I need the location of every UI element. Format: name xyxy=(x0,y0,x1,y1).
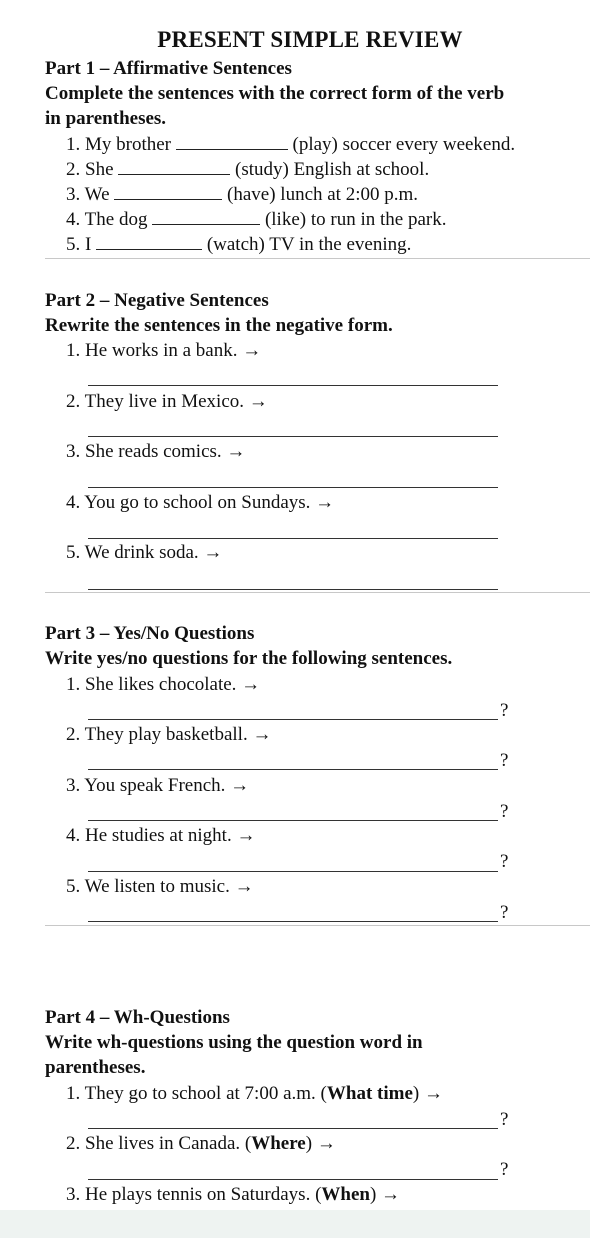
part2-item-5: 5. We drink soda. → xyxy=(66,542,223,563)
page-title: PRESENT SIMPLE REVIEW xyxy=(157,27,463,52)
part2-item-4: 4. You go to school on Sundays. → xyxy=(66,492,335,513)
answer-line-5[interactable] xyxy=(88,589,498,590)
answer-blank-2[interactable] xyxy=(118,158,230,175)
question-mark: ? xyxy=(500,700,509,721)
answer-line-1[interactable] xyxy=(88,719,498,720)
part1-item-3: 3. We (have) lunch at 2:00 p.m. xyxy=(66,184,419,205)
answer-blank-3[interactable] xyxy=(114,183,222,200)
answer-line-4[interactable] xyxy=(88,871,498,872)
part4-heading: Part 4 – Wh-Questions xyxy=(45,1007,230,1028)
part3-item-4: 4. He studies at night. → xyxy=(66,825,256,846)
answer-line-3[interactable] xyxy=(88,820,498,821)
part4-instruction-line2: parentheses. xyxy=(45,1057,146,1078)
part4-item-1: 1. They go to school at 7:00 a.m. (What time) → xyxy=(66,1083,443,1104)
part2-heading: Part 2 – Negative Sentences xyxy=(45,290,269,311)
section-divider xyxy=(45,592,590,593)
part2-item-3: 3. She reads comics. → xyxy=(66,441,246,462)
part3-item-5: 5. We listen to music. → xyxy=(66,876,254,897)
part1-item-1: 1. My brother (play) soccer every weekend. xyxy=(66,134,516,155)
question-mark: ? xyxy=(500,750,509,771)
part1-item-2: 2. She (study) English at school. xyxy=(66,159,430,180)
part3-item-2: 2. They play basketball. → xyxy=(66,724,272,745)
answer-line-5[interactable] xyxy=(88,921,498,922)
answer-line-4[interactable] xyxy=(88,538,498,539)
answer-blank-1[interactable] xyxy=(176,133,288,150)
part1-instruction-line1: Complete the sentences with the correct form of the verb xyxy=(45,83,505,104)
answer-blank-4[interactable] xyxy=(152,208,260,225)
section-divider xyxy=(45,925,590,926)
question-mark: ? xyxy=(500,1159,509,1180)
answer-line-1[interactable] xyxy=(88,385,498,386)
part3-item-1: 1. She likes chocolate. → xyxy=(66,674,261,695)
bottom-bar xyxy=(0,1210,590,1238)
part1-instruction-line2: in parentheses. xyxy=(45,108,167,129)
part4-instruction-line1: Write wh-questions using the question word in xyxy=(45,1032,423,1053)
part3-item-3: 3. You speak French. → xyxy=(66,775,250,796)
answer-line-2[interactable] xyxy=(88,436,498,437)
question-mark: ? xyxy=(500,801,509,822)
part1-item-4: 4. The dog (like) to run in the park. xyxy=(66,209,447,230)
part1-item-5: 5. I (watch) TV in the evening. xyxy=(66,234,412,255)
part4-item-2: 2. She lives in Canada. (Where) → xyxy=(66,1133,336,1154)
answer-line-3[interactable] xyxy=(88,487,498,488)
part3-instruction: Write yes/no questions for the following sentences. xyxy=(45,648,453,669)
part2-item-1: 1. He works in a bank. → xyxy=(66,340,262,361)
answer-line-1[interactable] xyxy=(88,1128,498,1129)
part2-instruction: Rewrite the sentences in the negative form. xyxy=(45,315,393,336)
question-mark: ? xyxy=(500,1109,509,1130)
question-mark: ? xyxy=(500,902,509,923)
answer-blank-5[interactable] xyxy=(96,233,202,250)
part1-heading: Part 1 – Affirmative Sentences xyxy=(45,58,292,79)
part4-item-3: 3. He plays tennis on Saturdays. (When) → xyxy=(66,1184,401,1205)
section-divider xyxy=(45,258,590,259)
part3-heading: Part 3 – Yes/No Questions xyxy=(45,623,255,644)
answer-line-2[interactable] xyxy=(88,769,498,770)
question-mark: ? xyxy=(500,851,509,872)
answer-line-2[interactable] xyxy=(88,1179,498,1180)
part2-item-2: 2. They live in Mexico. → xyxy=(66,391,268,412)
